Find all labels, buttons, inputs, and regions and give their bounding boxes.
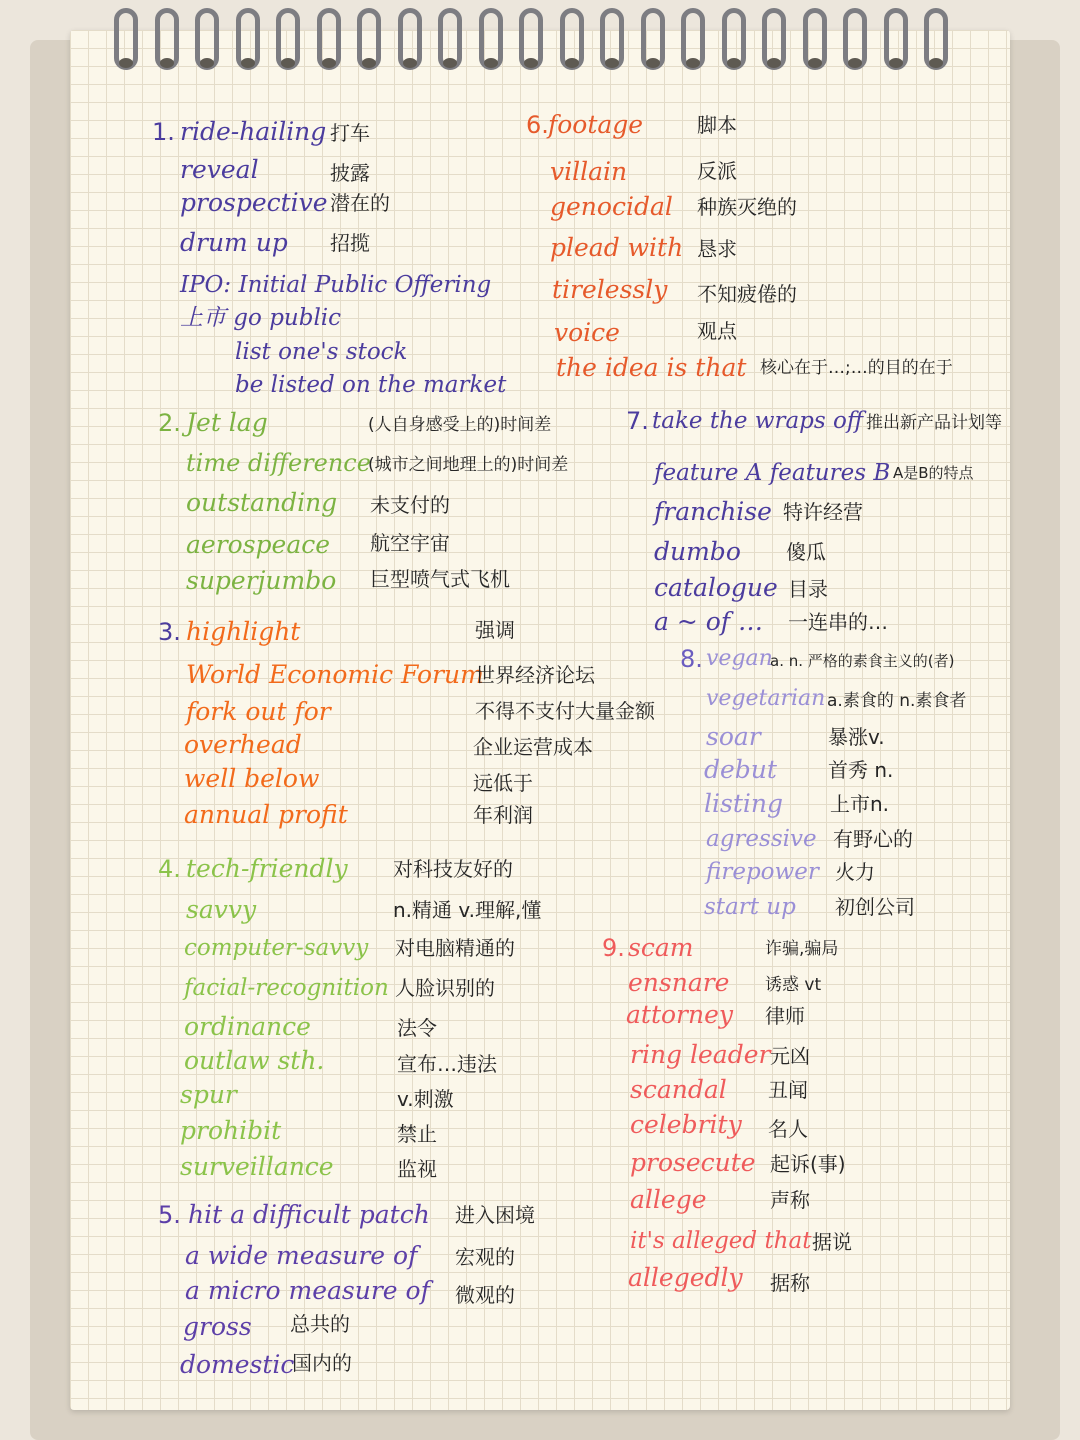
s3-def-5: 远低于 [473,771,533,795]
s6-def-6: 观点 [697,319,737,343]
s1-term-5: IPO: Initial Public Offering [180,272,492,298]
binding-hole [727,58,741,68]
s5-term-4: gross [183,1312,252,1341]
s8-def-4: 首秀 n. [828,758,894,782]
s5-def-4: 总共的 [290,1312,350,1336]
s8-term-4: debut [704,755,777,784]
s2-def-4: 航空宇宙 [370,531,450,555]
s8-def-5: 上市n. [830,792,890,816]
s1-def-1: 打车 [330,121,370,145]
s4-term-9: surveillance [180,1152,334,1181]
binding-hole [119,58,133,68]
s2-term-2: time difference [186,449,371,477]
binding-hole [524,58,538,68]
s9-def-9: 据说 [812,1230,852,1254]
s2-def-2: (城市之间地理上的)时间差 [368,455,569,475]
s7-term-2: feature A features B [654,460,891,486]
s4-def-5: 法令 [397,1016,437,1040]
s2-def-3: 未支付的 [370,493,450,517]
s9-term-8: allege [630,1185,707,1214]
s1-def-4: 招揽 [330,231,370,255]
s4-def-4: 人脸识别的 [395,976,495,1000]
s4-def-7: v.刺激 [397,1087,454,1111]
s6-term-4: plead with [550,233,684,262]
section-2-number: 2. [158,409,181,437]
s6-def-3: 种族灭绝的 [697,195,797,219]
binding-hole [646,58,660,68]
s9-def-10: 据称 [770,1271,810,1295]
s4-def-9: 监视 [397,1157,437,1181]
s5-def-2: 宏观的 [455,1245,515,1269]
s8-def-8: 初创公司 [835,895,915,919]
s7-def-4: 傻瓜 [786,540,826,564]
s9-def-7: 起诉(事) [770,1152,846,1176]
binding-hole [929,58,943,68]
s9-term-10: allegedly [628,1263,743,1292]
binding-hole [605,58,619,68]
s8-def-3: 暴涨v. [828,725,885,749]
s9-def-6: 名人 [768,1117,808,1141]
binding-hole [848,58,862,68]
s1-term-2: reveal [180,155,259,184]
s4-term-7: spur [180,1080,237,1109]
s2-term-4: aerospeace [186,530,331,559]
section-3-number: 3. [158,618,181,646]
s9-term-7: prosecute [630,1148,756,1177]
binding-hole [686,58,700,68]
s9-term-1: scam [628,933,694,962]
s9-term-2: ensnare [628,968,730,997]
s8-def-7: 火力 [835,860,875,884]
s2-term-5: superjumbo [186,566,337,595]
s8-term-1: vegan [706,646,773,671]
s3-def-4: 企业运营成本 [473,735,593,759]
section-7-number: 7. [626,407,649,435]
s8-term-6: agressive [706,826,817,852]
binding-hole [889,58,903,68]
s2-term-1: Jet lag [186,408,268,437]
s7-term-6: a ~ of … [654,607,763,636]
s3-term-2: World Economic Forum [186,660,484,689]
s5-def-5: 国内的 [292,1351,352,1375]
binding-hole [362,58,376,68]
s6-def-2: 反派 [697,159,737,183]
s9-def-8: 声称 [770,1188,810,1212]
s9-def-5: 丑闻 [768,1078,808,1102]
binding-hole [200,58,214,68]
s4-def-1: 对科技友好的 [393,857,513,881]
s6-term-1: footage [548,110,644,139]
s2-def-5: 巨型喷气式飞机 [370,567,510,591]
s4-def-6: 宣布…违法 [397,1052,497,1076]
s1-term-8: be listed on the market [235,372,507,398]
binding-hole [322,58,336,68]
section-5-number: 5. [158,1201,181,1229]
s3-def-3: 不得不支付大量金额 [475,699,655,723]
s6-term-5: tirelessly [552,275,668,304]
s8-def-1: a. n. 严格的素食主义的(者) [770,652,955,670]
s9-term-6: celebrity [630,1110,742,1139]
s1-def-3: 潜在的 [330,191,390,215]
binding-hole [484,58,498,68]
binding-hole [565,58,579,68]
s8-term-7: firepower [706,859,819,885]
s8-term-2: vegetarian [706,686,826,711]
s1-term-1: ride-hailing [180,117,327,146]
spiral-binding [100,0,980,80]
s3-term-1: highlight [186,617,301,646]
s1-term-7: list one's stock [235,339,408,365]
s9-def-1: 诈骗,骗局 [765,939,839,959]
s8-term-3: soar [706,722,761,751]
binding-hole [160,58,174,68]
s7-def-5: 目录 [788,577,828,601]
s9-term-9: it's alleged that [630,1228,812,1254]
s6-def-4: 恳求 [697,237,737,261]
binding-hole [241,58,255,68]
s4-term-4: facial-recognition [184,975,389,1001]
s4-term-1: tech-friendly [186,854,348,883]
s5-term-3: a micro measure of [185,1276,430,1305]
s5-term-1: hit a difficult patch [188,1200,430,1229]
s8-def-6: 有野心的 [833,827,913,851]
s7-def-6: 一连串的… [788,610,888,634]
s7-term-3: franchise [654,497,772,526]
s1-term-4: drum up [180,228,288,257]
s6-def-1: 脚本 [697,113,737,137]
s2-def-1: (人自身感受上的)时间差 [368,415,552,435]
s6-term-3: genocidal [550,192,673,221]
section-4-number: 4. [158,855,181,883]
s7-term-5: catalogue [654,573,778,602]
s2-term-3: outstanding [186,488,338,517]
s4-term-6: outlaw sth. [184,1046,325,1075]
s3-def-6: 年利润 [473,803,533,827]
s7-term-4: dumbo [654,537,741,566]
s5-term-2: a wide measure of [185,1241,418,1270]
s7-def-3: 特许经营 [783,500,863,524]
s7-def-2: A是B的特点 [893,464,974,482]
s9-term-4: ring leader [630,1040,771,1069]
binding-hole [443,58,457,68]
s9-def-3: 律师 [765,1004,805,1028]
binding-hole [808,58,822,68]
s8-term-5: listing [704,789,783,818]
s6-term-2: villain [550,157,628,186]
binding-hole [403,58,417,68]
s3-def-1: 强调 [475,618,515,642]
section-1-number: 1. [152,118,175,146]
s7-def-1: 推出新产品计划等 [866,413,1002,433]
s4-term-2: savvy [186,895,257,924]
s4-def-8: 禁止 [397,1122,437,1146]
s4-term-8: prohibit [180,1116,282,1145]
s3-term-3: fork out for [186,697,331,726]
s4-def-2: n.精通 v.理解,懂 [393,898,542,922]
s1-term-3: prospective [180,188,328,217]
s8-def-2: a.素食的 n.素食者 [827,691,967,711]
s3-def-2: 世界经济论坛 [475,663,595,687]
s6-def-7: 核心在于…;…的目的在于 [760,358,953,378]
s1-term-6: 上市 go public [180,305,342,331]
s4-def-3: 对电脑精通的 [395,936,515,960]
s9-term-3: attorney [626,1000,734,1029]
s6-term-6: voice [554,318,620,347]
s4-term-3: computer-savvy [184,935,369,961]
s9-def-4: 元凶 [770,1044,810,1068]
section-8-number: 8. [680,645,703,673]
s9-def-2: 诱惑 vt [765,975,822,995]
s6-term-7: the idea is that [556,353,747,382]
s3-term-4: overhead [184,730,302,759]
s7-term-1: take the wraps off [652,408,864,434]
binding-hole [281,58,295,68]
binding-hole [767,58,781,68]
s9-term-5: scandal [630,1075,727,1104]
s8-term-8: start up [704,894,796,920]
s3-term-5: well below [184,764,320,793]
s1-def-2: 披露 [330,161,370,185]
s5-term-5: domestic [180,1350,295,1379]
s5-def-3: 微观的 [455,1283,515,1307]
s5-def-1: 进入困境 [455,1203,535,1227]
s4-term-5: ordinance [184,1012,311,1041]
s6-def-5: 不知疲倦的 [697,282,797,306]
section-9-number: 9. [602,934,625,962]
section-6-number: 6. [526,111,549,139]
s3-term-6: annual profit [184,800,348,829]
